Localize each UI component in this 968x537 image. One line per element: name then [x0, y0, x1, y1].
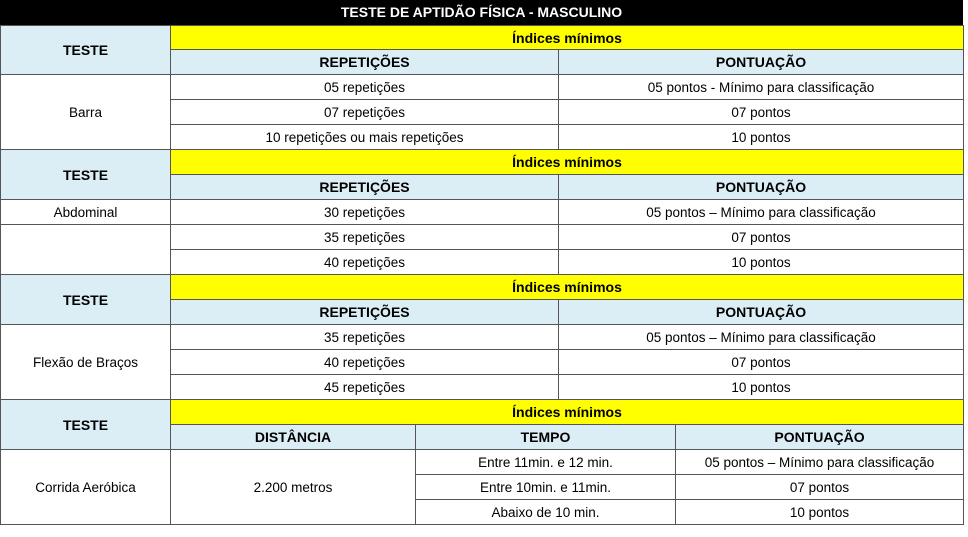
score-cell: 05 pontos – Mínimo para classificação: [559, 325, 964, 350]
score-cell: 05 pontos – Mínimo para classificação: [559, 200, 964, 225]
score-cell: 07 pontos: [559, 225, 964, 250]
repetitions-cell: 07 repetições: [171, 100, 559, 125]
table-row: [1, 450, 964, 475]
time-cell: Entre 11min. e 12 min.: [416, 450, 676, 475]
column-header-tempo: TEMPO: [416, 425, 676, 450]
indices-minimos-label: Índices mínimos: [171, 26, 964, 50]
column-header-pontuacao: PONTUAÇÃO: [676, 425, 964, 450]
distance-cell: 2.200 metros: [171, 450, 416, 525]
score-cell: 05 pontos - Mínimo para classificação: [559, 75, 964, 100]
test-name-corrida: Corrida Aeróbica: [1, 450, 171, 525]
test-label: TESTE: [1, 26, 171, 75]
section-corrida-header: [1, 400, 964, 425]
repetitions-cell: 10 repetições ou mais repetições: [171, 125, 559, 150]
repetitions-cell: 40 repetições: [171, 250, 559, 275]
section-abdominal-header: [1, 150, 964, 175]
indices-minimos-label: Índices mínimos: [171, 150, 964, 175]
column-header-pontuacao: PONTUAÇÃO: [559, 175, 964, 200]
fitness-test-table: [0, 25, 964, 525]
score-cell: 05 pontos – Mínimo para classificação: [676, 450, 964, 475]
time-cell: Entre 10min. e 11min.: [416, 475, 676, 500]
repetitions-cell: 40 repetições: [171, 350, 559, 375]
column-header-repeticoes: REPETIÇÕES: [171, 175, 559, 200]
repetitions-cell: 35 repetições: [171, 325, 559, 350]
column-header-pontuacao: PONTUAÇÃO: [559, 50, 964, 75]
score-cell: 07 pontos: [559, 350, 964, 375]
test-label: TESTE: [1, 150, 171, 200]
score-cell: 10 pontos: [676, 500, 964, 525]
column-header-pontuacao: PONTUAÇÃO: [559, 300, 964, 325]
repetitions-cell: 05 repetições: [171, 75, 559, 100]
score-cell: 07 pontos: [559, 100, 964, 125]
score-cell: 10 pontos: [559, 375, 964, 400]
score-cell: 10 pontos: [559, 125, 964, 150]
test-label: TESTE: [1, 400, 171, 450]
repetitions-cell: 35 repetições: [171, 225, 559, 250]
test-name-flexao: Flexão de Braços: [1, 325, 171, 400]
section-flexao-header: [1, 275, 964, 300]
section-barra-header: [1, 26, 964, 50]
repetitions-cell: 45 repetições: [171, 375, 559, 400]
test-name-barra: Barra: [1, 75, 171, 150]
repetitions-cell: 30 repetições: [171, 200, 559, 225]
table-row: [1, 75, 964, 100]
table-row: [1, 325, 964, 350]
indices-minimos-label: Índices mínimos: [171, 400, 964, 425]
document-title: TESTE DE APTIDÃO FÍSICA - MASCULINO: [0, 0, 963, 25]
table-row: [1, 225, 964, 250]
table-row: [1, 200, 964, 225]
indices-minimos-label: Índices mínimos: [171, 275, 964, 300]
column-header-repeticoes: REPETIÇÕES: [171, 50, 559, 75]
score-cell: 07 pontos: [676, 475, 964, 500]
column-header-distancia: DISTÂNCIA: [171, 425, 416, 450]
test-label: TESTE: [1, 275, 171, 325]
column-header-repeticoes: REPETIÇÕES: [171, 300, 559, 325]
empty-cell: [1, 225, 171, 275]
score-cell: 10 pontos: [559, 250, 964, 275]
test-name-abdominal: Abdominal: [1, 200, 171, 225]
time-cell: Abaixo de 10 min.: [416, 500, 676, 525]
